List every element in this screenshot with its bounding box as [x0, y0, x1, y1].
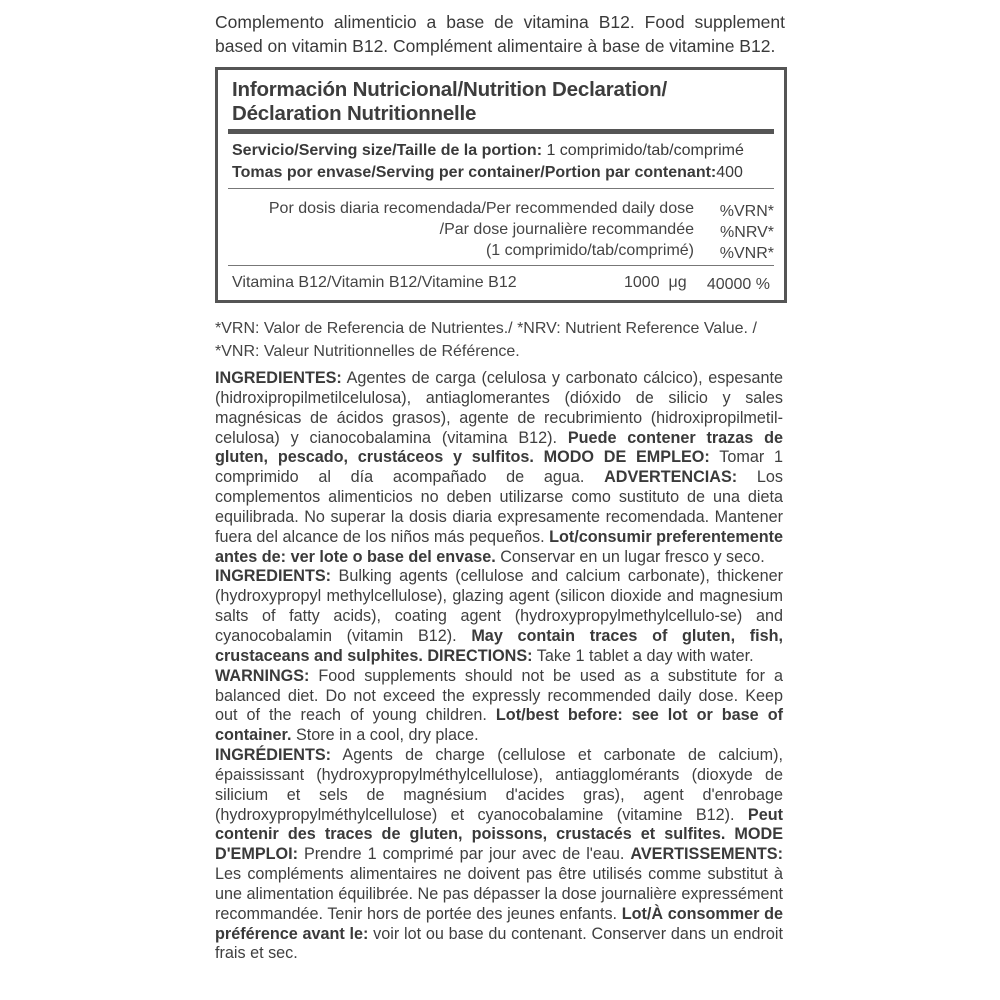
en-warnings-text: Food supplements should not be used as a substitute for a balanced diet. Do not exceed the expressly recommended daily dose. Keep out of the reach of young children.	[215, 666, 783, 725]
es-directions-text: Tomar 1 comprimido al día acompañado de agua.	[215, 448, 783, 487]
pct-vnr: %VNR*	[719, 245, 774, 262]
en-ingredients-label: INGREDIENTS:	[215, 567, 332, 586]
en-ingredients-text: Bulking agents (cellulose and calcium carbonate), thickener (hydroxypropyl methylcellulose), glazing agent (silicon dioxide and magnesium salts of fatty acids), coating agent (hydroxypropylmethylcellulo-se) and cyanocobalamin (vitamin B12).	[215, 567, 783, 645]
thick-divider	[228, 129, 774, 134]
panel-title-line1: Información Nutricional/Nutrition Declaration/	[232, 78, 668, 101]
servings-label: Tomas por envase/Serving per container/Portion par contenant:	[232, 164, 717, 181]
es-ingredients-label: INGREDIENTES:	[215, 369, 342, 387]
serving-size-value: 1 comprimido/tab/comprimé	[542, 142, 744, 159]
thin-divider	[228, 188, 774, 189]
es-directions-label: MODO DE EMPLEO:	[533, 448, 710, 467]
serving-size-label: Servicio/Serving size/Taille de la portion:	[232, 142, 543, 159]
en-warnings-label: WARNINGS:	[215, 666, 310, 685]
es-warnings-label: ADVERTENCIAS:	[604, 468, 738, 487]
es-allergen: Puede contener trazas de gluten, pescado, crustáceos y sulfitos.	[215, 428, 783, 467]
rdi-header	[269, 198, 694, 261]
es-ingredients-text: Agentes de carga (celulosa y carbonato cálcico), espesante (hidroxipropilmetilcelulosa), antiaglomerantes (dióxido de silicio y sales magnésicas de ácidos grasos), agente de recubrimiento (hidroxipropilmetil-celulosa) y cianocobalamina (vitamina B12).	[215, 369, 783, 447]
es-warnings-text: Los complementos alimenticios no deben utilizarse como sustituto de una dieta equilibrada. No superar la dosis diaria expresamente recomendada. Mantener fuera del alcance de los niños más pequeños.	[215, 468, 783, 546]
en-directions-label: DIRECTIONS:	[422, 646, 533, 665]
fr-ingredients-text: Agents de charge (cellulose et carbonate de calcium), épaississant (hydroxypropylméthylcellulose), antiagglomérants (dioxyde de silicium et sels de magnésium d'acides gras), agent d'enrobage (hydroxypropylméthylcellulose) et cyanocobalamine (vitamine B12).	[215, 746, 783, 824]
servings-value: 400	[716, 164, 743, 181]
vitamin-amount: 1000 μg	[624, 274, 687, 291]
fr-allergen: Peut contenir des traces de gluten, poissons, crustacés et sulfites.	[215, 805, 783, 844]
fr-directions-text: Prendre 1 comprimé par jour avec de l'eau.	[298, 845, 631, 864]
footnote	[215, 317, 781, 363]
rdi-line1: Por dosis diaria recomendada/Per recommended daily dose	[268, 200, 694, 217]
fr-directions-label: MODE D'EMPLOI:	[215, 825, 783, 864]
es-storage-text: Conservar en un lugar fresco y seco.	[495, 547, 765, 566]
fr-ingredients-label: INGRÉDIENTS:	[215, 746, 332, 765]
label-body	[215, 369, 783, 964]
panel-title	[232, 78, 667, 126]
fr-storage-text: voir lot ou base du contenant. Conserver dans un endroit frais et sec.	[215, 924, 783, 963]
pct-vrn: %VRN*	[719, 203, 774, 220]
en-allergen: May contain traces of gluten, fish, crustaceans and sulphites.	[215, 626, 783, 665]
vitamin-percent: 40000 %	[706, 276, 770, 293]
product-description: Complemento alimenticio a base de vitamina B12. Food supplement based on vitamin B12. Complément alimentaire à base de vitamine B12.	[215, 12, 785, 56]
panel-title-line2: Déclaration Nutritionnelle	[232, 102, 477, 125]
serving-size-row	[232, 140, 744, 162]
rdi-line3: (1 comprimido/tab/comprimé)	[485, 242, 694, 259]
vitamin-name: Vitamina B12/Vitamin B12/Vitamine B12	[232, 274, 517, 291]
nutrition-panel	[215, 67, 787, 303]
servings-per-container-row	[232, 162, 744, 184]
rdi-line2: /Par dose journalière recommandée	[439, 221, 694, 238]
es-lot-label: Lot/consumir preferentemente antes de: ver lote o base del envase.	[215, 527, 784, 566]
thin-divider-2	[228, 265, 774, 266]
en-directions-text: Take 1 tablet a day with water.	[532, 646, 754, 665]
fr-lot-label: Lot/À consommer de préférence avant le:	[215, 904, 783, 943]
serving-info	[232, 140, 744, 184]
en-storage-text: Store in a cool, dry place.	[291, 726, 479, 745]
footnote-line1: *VRN: Valor de Referencia de Nutrientes./ *NRV: Nutrient Reference Value. /	[215, 320, 757, 337]
french-section	[215, 746, 783, 964]
spanish-section	[215, 369, 783, 567]
rdi-percent-header	[720, 201, 774, 264]
footnote-line2: *VNR: Valeur Nutritionnelles de Référence.	[215, 343, 520, 360]
fr-warnings-text: Les compléments alimentaires ne doivent pas être utilisés comme substitut à une alimentation équilibrée. Ne pas dépasser la dose journalière expressément recommandée. Tenir hors de portée des jeunes enfants.	[215, 865, 783, 923]
fr-warnings-label: AVERTISSEMENTS:	[630, 845, 783, 864]
english-section	[215, 567, 783, 746]
en-lot-label: Lot/best before: see lot or base of container.	[215, 706, 783, 745]
pct-nrv: %NRV*	[720, 224, 774, 241]
